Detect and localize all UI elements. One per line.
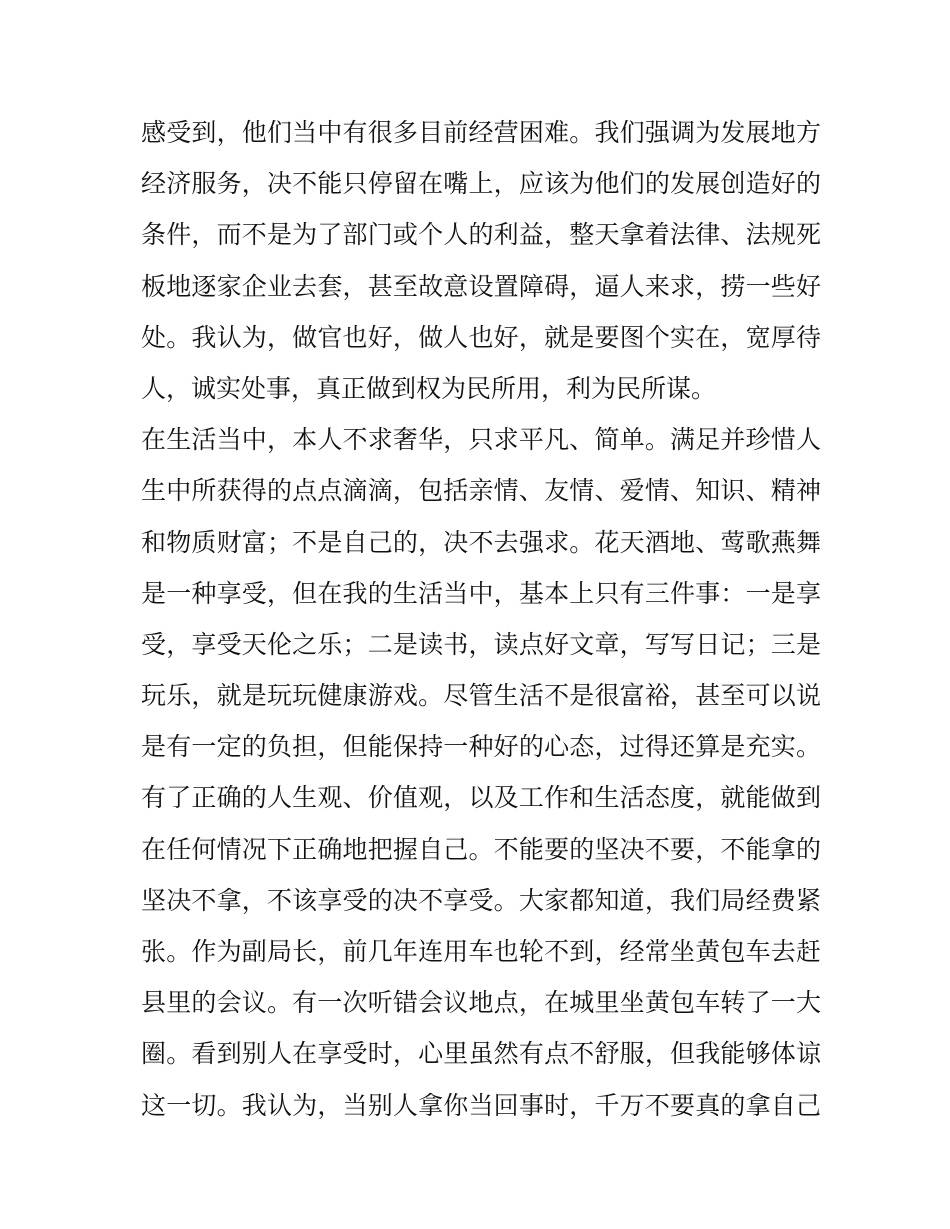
text-line: 人，诚实处事，真正做到权为民所用，利为民所谋。: [141, 373, 717, 403]
text-line: 在生活当中，本人不求奢华，只求平凡、简单。满足并珍惜人: [141, 425, 821, 455]
text-line: 在任何情况下正确地把握自己。不能要的坚决不要，不能拿的: [141, 834, 821, 864]
text-line: 坚决不拿，不该享受的决不享受。大家都知道，我们局经费紧: [141, 885, 821, 915]
text-line: 经济服务，决不能只停留在嘴上，应该为他们的发展创造好的: [141, 169, 821, 199]
text-line: 生中所获得的点点滴滴，包括亲情、友情、爱情、知识、精神: [141, 476, 821, 506]
text-line: 是有一定的负担，但能保持一种好的心态，过得还算是充实。: [141, 732, 821, 762]
text-line: 感受到，他们当中有很多目前经营困难。我们强调为发展地方: [141, 118, 821, 147]
text-line: 这一切。我认为，当别人拿你当回事时，千万不要真的拿自己: [141, 1090, 821, 1120]
body-text: [141, 107, 821, 1131]
text-line: 受，享受天伦之乐；二是读书，读点好文章，写写日记；三是: [141, 629, 821, 659]
text-line: 玩乐，就是玩玩健康游戏。尽管生活不是很富裕，甚至可以说: [141, 681, 821, 711]
text-line: 有了正确的人生观、价值观，以及工作和生活态度，就能做到: [141, 783, 821, 813]
text-line: 板地逐家企业去套，甚至故意设置障碍，逼人来求，捞一些好: [141, 271, 821, 301]
text-line: 县里的会议。有一次听错会议地点，在城里坐黄包车转了一大: [141, 988, 821, 1018]
text-line: 张。作为副局长，前几年连用车也轮不到，经常坐黄包车去赶: [141, 937, 821, 966]
text-line: 是一种享受，但在我的生活当中，基本上只有三件事：一是享: [141, 578, 821, 608]
text-line: 和物质财富；不是自己的，决不去强求。花天酒地、莺歌燕舞: [141, 527, 821, 557]
text-line: 处。我认为，做官也好，做人也好，就是要图个实在，宽厚待: [141, 322, 821, 352]
text-line: 条件，而不是为了部门或个人的利益，整天拿着法律、法规死: [141, 220, 821, 250]
text-line: 圈。看到别人在享受时，心里虽然有点不舒服，但我能够体谅: [141, 1039, 821, 1069]
